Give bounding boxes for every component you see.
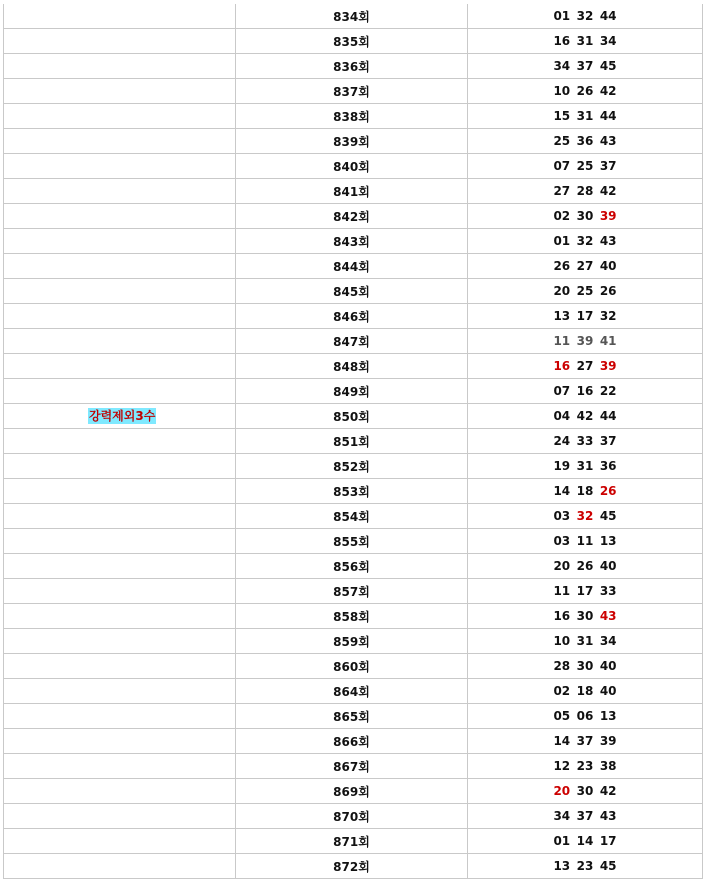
number-value: 01 bbox=[553, 9, 571, 23]
number-value: 34 bbox=[553, 59, 571, 73]
number-value: 18 bbox=[576, 684, 594, 698]
numbers-cell[interactable] bbox=[468, 754, 703, 779]
number-value: 31 bbox=[576, 634, 594, 648]
note-cell[interactable] bbox=[4, 554, 236, 579]
number-value: 44 bbox=[599, 9, 617, 23]
number-value: 40 bbox=[599, 559, 617, 573]
round-cell[interactable]: 865회 bbox=[236, 704, 468, 729]
table-row bbox=[4, 354, 703, 379]
number-value: 16 bbox=[553, 34, 571, 48]
number-value: 26 bbox=[553, 259, 571, 273]
number-value: 14 bbox=[553, 734, 571, 748]
number-value: 39 bbox=[576, 334, 594, 348]
number-value: 37 bbox=[599, 159, 617, 173]
round-cell[interactable]: 838회 bbox=[236, 104, 468, 129]
note-cell[interactable] bbox=[4, 279, 236, 304]
table-row bbox=[4, 29, 703, 54]
numbers-cell[interactable] bbox=[468, 104, 703, 129]
note-cell[interactable] bbox=[4, 679, 236, 704]
number-value: 12 bbox=[553, 759, 571, 773]
number-value: 45 bbox=[599, 859, 617, 873]
table-row bbox=[4, 454, 703, 479]
note-cell[interactable] bbox=[4, 729, 236, 754]
table-row bbox=[4, 204, 703, 229]
round-cell[interactable]: 845회 bbox=[236, 279, 468, 304]
number-value: 36 bbox=[599, 459, 617, 473]
number-value: 17 bbox=[576, 584, 594, 598]
number-value: 06 bbox=[576, 709, 594, 723]
number-value: 23 bbox=[576, 759, 594, 773]
note-cell[interactable] bbox=[4, 179, 236, 204]
table-row bbox=[4, 579, 703, 604]
note-cell[interactable] bbox=[4, 754, 236, 779]
numbers-cell[interactable] bbox=[468, 329, 703, 354]
round-cell[interactable]: 859회 bbox=[236, 629, 468, 654]
number-value: 44 bbox=[599, 109, 617, 123]
round-cell[interactable]: 847회 bbox=[236, 329, 468, 354]
number-value: 39 bbox=[599, 734, 617, 748]
numbers-cell[interactable] bbox=[468, 679, 703, 704]
number-value: 33 bbox=[576, 434, 594, 448]
number-value: 41 bbox=[599, 334, 617, 348]
number-value: 26 bbox=[599, 284, 617, 298]
numbers-cell[interactable] bbox=[468, 429, 703, 454]
lotto-table bbox=[3, 4, 703, 879]
table-row bbox=[4, 229, 703, 254]
note-cell[interactable] bbox=[4, 804, 236, 829]
number-value: 25 bbox=[553, 134, 571, 148]
number-value: 39 bbox=[599, 359, 617, 373]
number-value: 32 bbox=[576, 234, 594, 248]
number-value: 11 bbox=[576, 534, 594, 548]
number-value: 32 bbox=[576, 9, 594, 23]
note-cell[interactable] bbox=[4, 254, 236, 279]
table-row bbox=[4, 404, 703, 429]
round-cell[interactable]: 858회 bbox=[236, 604, 468, 629]
number-value: 43 bbox=[599, 609, 617, 623]
round-cell[interactable]: 840회 bbox=[236, 154, 468, 179]
number-value: 14 bbox=[553, 484, 571, 498]
number-value: 28 bbox=[576, 184, 594, 198]
number-value: 32 bbox=[599, 309, 617, 323]
numbers-cell[interactable] bbox=[468, 204, 703, 229]
spreadsheet bbox=[3, 4, 702, 879]
round-cell[interactable]: 846회 bbox=[236, 304, 468, 329]
round-cell[interactable]: 835회 bbox=[236, 29, 468, 54]
round-cell[interactable]: 866회 bbox=[236, 729, 468, 754]
number-value: 37 bbox=[576, 734, 594, 748]
number-value: 36 bbox=[576, 134, 594, 148]
numbers-cell[interactable] bbox=[468, 629, 703, 654]
numbers-cell[interactable] bbox=[468, 604, 703, 629]
round-cell[interactable]: 841회 bbox=[236, 179, 468, 204]
note-cell[interactable] bbox=[4, 579, 236, 604]
round-cell[interactable]: 864회 bbox=[236, 679, 468, 704]
note-cell[interactable] bbox=[4, 429, 236, 454]
numbers-cell[interactable] bbox=[468, 779, 703, 804]
number-value: 26 bbox=[576, 559, 594, 573]
number-value: 37 bbox=[576, 809, 594, 823]
number-value: 43 bbox=[599, 134, 617, 148]
numbers-cell[interactable] bbox=[468, 829, 703, 854]
number-value: 07 bbox=[553, 159, 571, 173]
numbers-cell[interactable] bbox=[468, 79, 703, 104]
numbers-cell[interactable] bbox=[468, 804, 703, 829]
table-row bbox=[4, 679, 703, 704]
number-value: 23 bbox=[576, 859, 594, 873]
table-body bbox=[4, 4, 703, 879]
table-row bbox=[4, 54, 703, 79]
numbers-cell[interactable] bbox=[468, 54, 703, 79]
numbers-cell[interactable] bbox=[468, 654, 703, 679]
number-value: 43 bbox=[599, 809, 617, 823]
numbers-cell[interactable] bbox=[468, 729, 703, 754]
number-value: 34 bbox=[553, 809, 571, 823]
number-value: 30 bbox=[576, 609, 594, 623]
number-value: 13 bbox=[599, 709, 617, 723]
numbers-cell[interactable] bbox=[468, 479, 703, 504]
number-value: 37 bbox=[599, 434, 617, 448]
number-value: 13 bbox=[553, 309, 571, 323]
round-cell[interactable]: 843회 bbox=[236, 229, 468, 254]
numbers-cell[interactable] bbox=[468, 229, 703, 254]
table-row bbox=[4, 79, 703, 104]
number-value: 19 bbox=[553, 459, 571, 473]
round-cell[interactable]: 848회 bbox=[236, 354, 468, 379]
note-cell[interactable] bbox=[4, 404, 236, 429]
number-value: 40 bbox=[599, 659, 617, 673]
table-row bbox=[4, 154, 703, 179]
number-value: 20 bbox=[553, 784, 571, 798]
number-value: 02 bbox=[553, 684, 571, 698]
number-value: 26 bbox=[576, 84, 594, 98]
table-row bbox=[4, 779, 703, 804]
number-value: 16 bbox=[553, 359, 571, 373]
table-row bbox=[4, 304, 703, 329]
table-row bbox=[4, 104, 703, 129]
number-value: 43 bbox=[599, 234, 617, 248]
numbers-cell[interactable] bbox=[468, 179, 703, 204]
note-cell[interactable] bbox=[4, 779, 236, 804]
note-cell[interactable] bbox=[4, 154, 236, 179]
note-cell[interactable] bbox=[4, 54, 236, 79]
table-row bbox=[4, 854, 703, 879]
note-cell[interactable] bbox=[4, 454, 236, 479]
number-value: 37 bbox=[576, 59, 594, 73]
note-cell[interactable] bbox=[4, 479, 236, 504]
round-cell[interactable]: 850회 bbox=[236, 404, 468, 429]
round-cell[interactable]: 854회 bbox=[236, 504, 468, 529]
number-value: 27 bbox=[576, 259, 594, 273]
table-row bbox=[4, 604, 703, 629]
numbers-cell[interactable] bbox=[468, 129, 703, 154]
number-value: 45 bbox=[599, 509, 617, 523]
table-row bbox=[4, 529, 703, 554]
round-cell[interactable]: 836회 bbox=[236, 54, 468, 79]
number-value: 40 bbox=[599, 684, 617, 698]
table-row bbox=[4, 279, 703, 304]
number-value: 11 bbox=[553, 584, 571, 598]
number-value: 30 bbox=[576, 659, 594, 673]
number-value: 05 bbox=[553, 709, 571, 723]
numbers-cell[interactable] bbox=[468, 554, 703, 579]
table-row bbox=[4, 629, 703, 654]
note-cell[interactable] bbox=[4, 29, 236, 54]
number-value: 34 bbox=[599, 34, 617, 48]
note-cell[interactable] bbox=[4, 529, 236, 554]
numbers-cell[interactable] bbox=[468, 704, 703, 729]
note-cell[interactable] bbox=[4, 104, 236, 129]
note-cell[interactable] bbox=[4, 304, 236, 329]
note-cell[interactable] bbox=[4, 4, 236, 29]
note-cell[interactable] bbox=[4, 704, 236, 729]
number-value: 17 bbox=[599, 834, 617, 848]
number-value: 31 bbox=[576, 459, 594, 473]
number-value: 01 bbox=[553, 834, 571, 848]
number-value: 33 bbox=[599, 584, 617, 598]
numbers-cell[interactable] bbox=[468, 4, 703, 29]
number-value: 16 bbox=[576, 384, 594, 398]
note-cell[interactable] bbox=[4, 204, 236, 229]
number-value: 16 bbox=[553, 609, 571, 623]
number-value: 03 bbox=[553, 534, 571, 548]
round-cell[interactable]: 860회 bbox=[236, 654, 468, 679]
number-value: 27 bbox=[576, 359, 594, 373]
numbers-cell[interactable] bbox=[468, 529, 703, 554]
number-value: 07 bbox=[553, 384, 571, 398]
number-value: 22 bbox=[599, 384, 617, 398]
number-value: 18 bbox=[576, 484, 594, 498]
number-value: 42 bbox=[599, 84, 617, 98]
number-value: 15 bbox=[553, 109, 571, 123]
number-value: 17 bbox=[576, 309, 594, 323]
numbers-cell[interactable] bbox=[468, 254, 703, 279]
number-value: 27 bbox=[553, 184, 571, 198]
numbers-cell[interactable] bbox=[468, 304, 703, 329]
table-row bbox=[4, 504, 703, 529]
note-cell[interactable] bbox=[4, 629, 236, 654]
number-value: 38 bbox=[599, 759, 617, 773]
note-cell[interactable] bbox=[4, 129, 236, 154]
round-cell[interactable]: 839회 bbox=[236, 129, 468, 154]
number-value: 45 bbox=[599, 59, 617, 73]
number-value: 30 bbox=[576, 784, 594, 798]
note-cell[interactable] bbox=[4, 504, 236, 529]
number-value: 42 bbox=[599, 184, 617, 198]
table-row bbox=[4, 829, 703, 854]
highlighted-note: 강력제외3수 bbox=[89, 409, 156, 423]
table-row bbox=[4, 754, 703, 779]
round-cell[interactable]: 870회 bbox=[236, 804, 468, 829]
note-cell[interactable] bbox=[4, 79, 236, 104]
table-row bbox=[4, 479, 703, 504]
numbers-cell[interactable] bbox=[468, 454, 703, 479]
table-row bbox=[4, 179, 703, 204]
number-value: 10 bbox=[553, 84, 571, 98]
number-value: 20 bbox=[553, 559, 571, 573]
number-value: 42 bbox=[599, 784, 617, 798]
table-row bbox=[4, 429, 703, 454]
round-cell[interactable]: 852회 bbox=[236, 454, 468, 479]
table-row bbox=[4, 554, 703, 579]
table-row bbox=[4, 4, 703, 29]
table-row bbox=[4, 654, 703, 679]
round-cell[interactable]: 849회 bbox=[236, 379, 468, 404]
numbers-cell[interactable] bbox=[468, 404, 703, 429]
number-value: 31 bbox=[576, 34, 594, 48]
round-cell[interactable]: 853회 bbox=[236, 479, 468, 504]
number-value: 40 bbox=[599, 259, 617, 273]
numbers-cell[interactable] bbox=[468, 579, 703, 604]
number-value: 02 bbox=[553, 209, 571, 223]
numbers-cell[interactable] bbox=[468, 154, 703, 179]
number-value: 25 bbox=[576, 159, 594, 173]
number-value: 31 bbox=[576, 109, 594, 123]
numbers-cell[interactable] bbox=[468, 354, 703, 379]
numbers-cell[interactable] bbox=[468, 854, 703, 879]
note-cell[interactable] bbox=[4, 654, 236, 679]
number-value: 42 bbox=[576, 409, 594, 423]
table-row bbox=[4, 704, 703, 729]
table-row bbox=[4, 129, 703, 154]
number-value: 32 bbox=[576, 509, 594, 523]
number-value: 03 bbox=[553, 509, 571, 523]
table-row bbox=[4, 729, 703, 754]
round-cell[interactable]: 842회 bbox=[236, 204, 468, 229]
number-value: 25 bbox=[576, 284, 594, 298]
note-cell[interactable] bbox=[4, 604, 236, 629]
number-value: 34 bbox=[599, 634, 617, 648]
table-row bbox=[4, 329, 703, 354]
note-cell[interactable] bbox=[4, 379, 236, 404]
number-value: 44 bbox=[599, 409, 617, 423]
number-value: 20 bbox=[553, 284, 571, 298]
round-cell[interactable]: 871회 bbox=[236, 829, 468, 854]
number-value: 13 bbox=[599, 534, 617, 548]
number-value: 14 bbox=[576, 834, 594, 848]
round-cell[interactable]: 837회 bbox=[236, 79, 468, 104]
number-value: 24 bbox=[553, 434, 571, 448]
table-row bbox=[4, 379, 703, 404]
number-value: 39 bbox=[599, 209, 617, 223]
note-cell[interactable] bbox=[4, 854, 236, 879]
number-value: 10 bbox=[553, 634, 571, 648]
numbers-cell[interactable] bbox=[468, 379, 703, 404]
round-cell[interactable]: 872회 bbox=[236, 854, 468, 879]
number-value: 11 bbox=[553, 334, 571, 348]
round-cell[interactable]: 856회 bbox=[236, 554, 468, 579]
note-cell[interactable] bbox=[4, 829, 236, 854]
numbers-cell[interactable] bbox=[468, 29, 703, 54]
round-cell[interactable]: 844회 bbox=[236, 254, 468, 279]
round-cell[interactable]: 851회 bbox=[236, 429, 468, 454]
number-value: 26 bbox=[599, 484, 617, 498]
numbers-cell[interactable] bbox=[468, 504, 703, 529]
note-cell[interactable] bbox=[4, 354, 236, 379]
numbers-cell[interactable] bbox=[468, 279, 703, 304]
number-value: 01 bbox=[553, 234, 571, 248]
table-row bbox=[4, 804, 703, 829]
number-value: 30 bbox=[576, 209, 594, 223]
round-cell[interactable]: 869회 bbox=[236, 779, 468, 804]
number-value: 13 bbox=[553, 859, 571, 873]
table-row bbox=[4, 254, 703, 279]
note-cell[interactable] bbox=[4, 229, 236, 254]
round-cell[interactable]: 857회 bbox=[236, 579, 468, 604]
note-cell[interactable] bbox=[4, 329, 236, 354]
round-cell[interactable]: 855회 bbox=[236, 529, 468, 554]
round-cell[interactable]: 834회 bbox=[236, 4, 468, 29]
round-cell[interactable]: 867회 bbox=[236, 754, 468, 779]
number-value: 04 bbox=[553, 409, 571, 423]
number-value: 28 bbox=[553, 659, 571, 673]
